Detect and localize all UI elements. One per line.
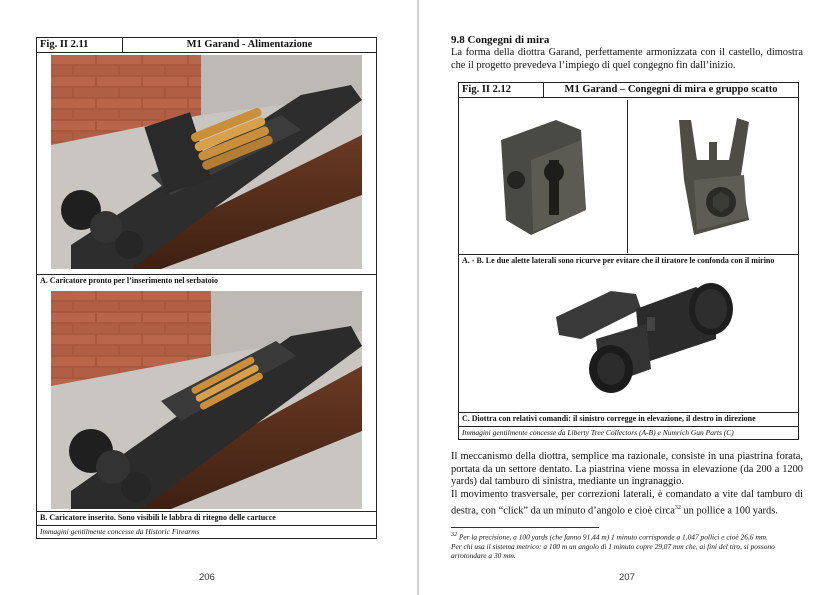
- page-number-right: 207: [619, 572, 635, 583]
- footnote-ref: 32: [674, 504, 681, 511]
- footnote: $^{32}$ Per la precisione, a 100 yards (che fanno 91,44 m) 1 minuto corrisponde a 1,047 pollici e cioè 26,6 mm. Per chi usa il sistema metrico: a 100 m un angolo di 1 minuto copre 29,07 mm che, ai fini del tiro, si possono arrotondare a 30 mm.: [451, 532, 775, 561]
- body-paragraph-1: Il meccanismo della diottra, semplice ma razionale, consiste in una piastrina forata, portata da un settore dentato. La piastrina viene mossa in elevazione (da 200 a 1200 yards) dal tamburo di sinistra, mediante un ingranaggio.: [451, 451, 803, 488]
- image-credit: Immagini gentilmente concesse da Liberty Tree Collectors (A-B) e Numrich Gun Parts (C): [459, 426, 798, 439]
- figure-header: [459, 83, 798, 98]
- image-credit: Immagini gentilmente concesse da Historic Firearms: [37, 525, 376, 538]
- photo-clip-inserted: [51, 291, 362, 509]
- figure-title: M1 Garand – Congegni di mira e gruppo scatto: [564, 84, 778, 95]
- figure-title: M1 Garand - Alimentazione: [186, 39, 313, 50]
- figure-ii-2-11: [36, 37, 377, 539]
- body-paragraph-2: Il movimento trasversale, per correzioni laterali, è comandato a vite dal tamburo di destra, con “click” da un minuto d’angolo e cioè circa$^{32}$ un pollice a 100 yards.: [451, 489, 803, 517]
- footnote-rule: [451, 527, 599, 528]
- page-number-left: 206: [199, 572, 215, 583]
- caption-ab: A. - B. Le due alette laterali sono ricurve per evitare che il tiratore le confonda con il mirino: [459, 254, 798, 267]
- intro-paragraph: La forma della diottra Garand, perfettamente armonizzata con il castello, dimostra che il progetto prevedeva l’impiego di quel congegno fin dall’inizio.: [451, 47, 803, 71]
- figure-header: [37, 38, 376, 53]
- photo-diopter-assembly: [461, 269, 798, 409]
- photo-clip-ready: [51, 55, 362, 269]
- section-title: 9.8 Congegni di mira: [451, 34, 550, 46]
- figure-ii-2-12: [458, 82, 799, 440]
- caption-b: B. Caricatore inserito. Sono visibili le labbra di ritegno delle cartucce: [37, 511, 376, 524]
- figure-number: Fig. II 2.12: [462, 84, 512, 95]
- photo-rear-sight-b: [629, 100, 797, 253]
- caption-c: C. Diottra con relativi comandi: il sinistro corregge in elevazione, il destro in direzione: [459, 412, 798, 425]
- figure-number: Fig. II 2.11: [40, 39, 89, 50]
- caption-a: A. Caricatore pronto per l’inserimento nel serbatoio: [37, 274, 376, 287]
- photo-rear-sight-a: [461, 100, 628, 253]
